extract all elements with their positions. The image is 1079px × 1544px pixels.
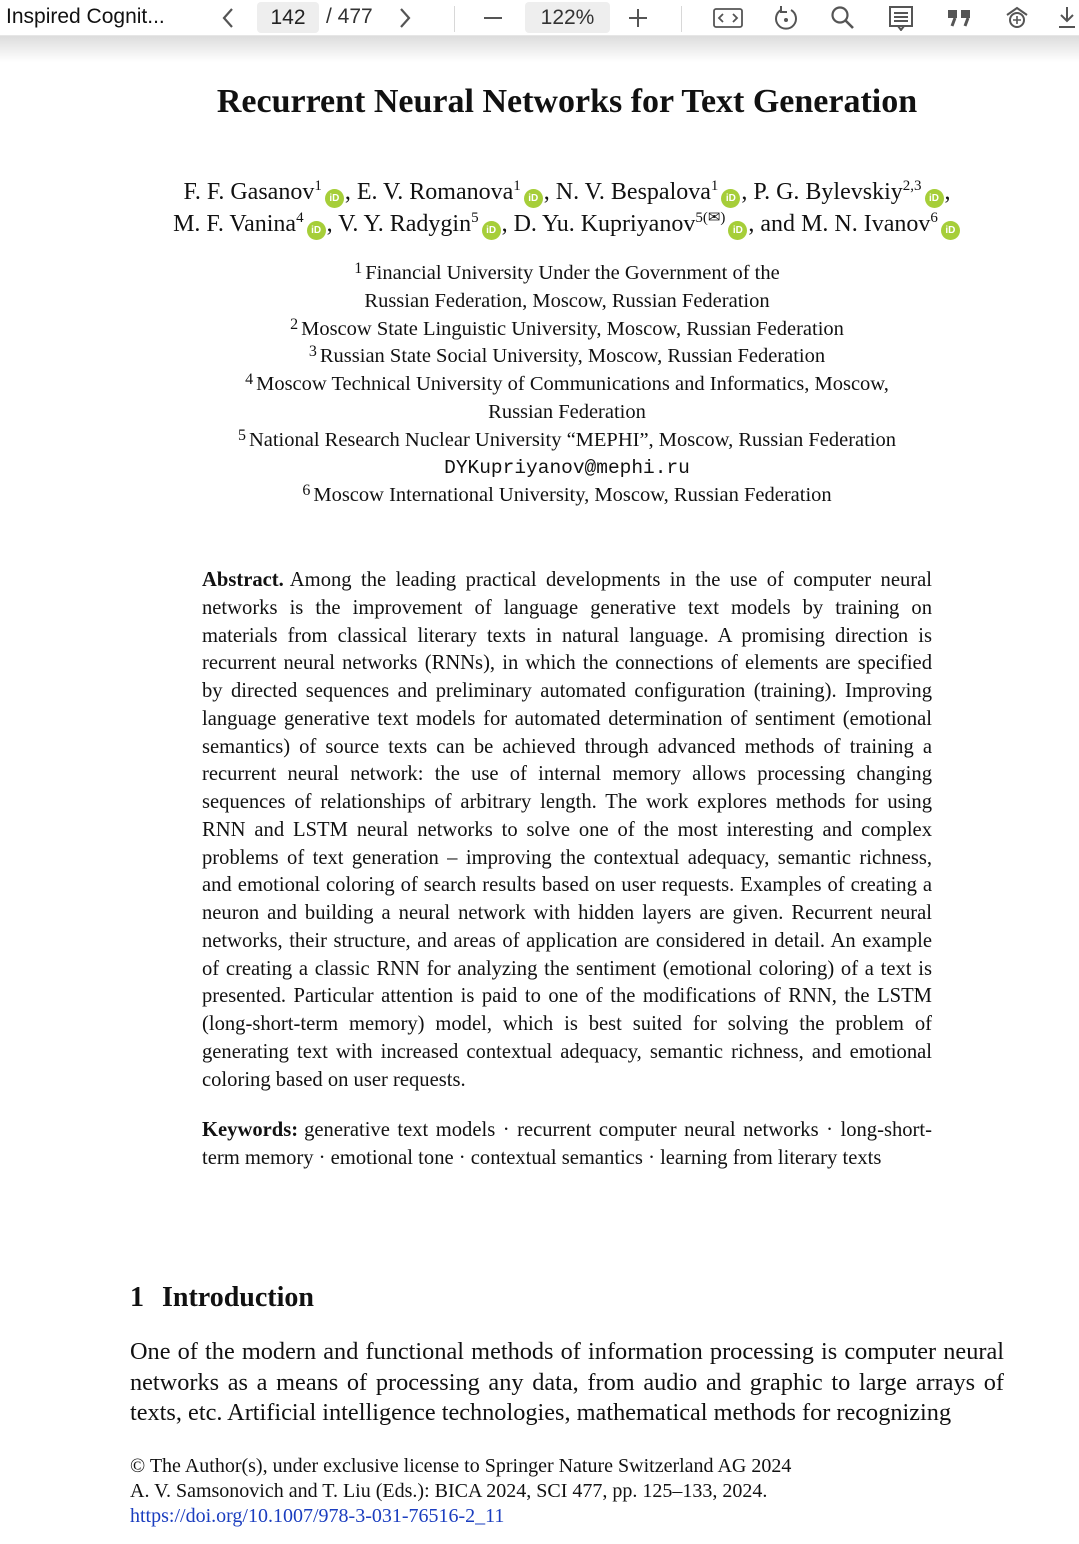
affiliation-6 bbox=[0, 482, 1079, 510]
quote-icon bbox=[946, 7, 972, 29]
author-separator: , bbox=[543, 179, 556, 205]
affiliation-number: 1 bbox=[354, 260, 363, 277]
next-page-button[interactable] bbox=[391, 0, 419, 36]
orcid-icon[interactable]: iD bbox=[925, 189, 944, 208]
author-name: N. V. Bespalova bbox=[555, 179, 711, 205]
orcid-icon[interactable]: iD bbox=[482, 221, 501, 240]
corresponding-email[interactable]: DYKupriyanov@mephi.ru bbox=[444, 456, 690, 479]
orcid-icon[interactable]: iD bbox=[524, 189, 543, 208]
page-footer bbox=[130, 1454, 791, 1529]
affiliation-marker: 2,3 bbox=[902, 178, 922, 194]
rotate-icon bbox=[772, 4, 800, 32]
author-separator: , bbox=[944, 179, 951, 205]
institution-icon bbox=[1004, 5, 1030, 31]
previous-page-button[interactable] bbox=[214, 0, 242, 36]
keywords-paragraph bbox=[202, 1117, 932, 1173]
plus-icon bbox=[627, 7, 649, 29]
affiliation-text: Russian State Social University, Moscow, Russian Federation bbox=[319, 345, 826, 368]
abstract-block bbox=[202, 567, 932, 1173]
affiliation-number: 3 bbox=[308, 343, 317, 361]
affiliation-text: Financial University Under the Government of the bbox=[365, 262, 780, 284]
search-button[interactable] bbox=[826, 0, 860, 36]
orcid-icon[interactable]: iD bbox=[325, 189, 344, 208]
fit-page-button[interactable] bbox=[709, 0, 747, 36]
keywords-label: Keywords: bbox=[202, 1119, 299, 1142]
section-number: 1 bbox=[130, 1282, 144, 1313]
affiliation-1-continued: Russian Federation, Moscow, Russian Federation bbox=[364, 289, 770, 312]
abstract-text: Among the leading practical developments in the use of computer neural networks is the improvement of language generative text models by training on materials from classical literary texts in natural language. A promising direction is recurrent neural networks (RNNs), in which the connections of elements are specified by directed sequences and preliminary automated configuration (training). Improving language generative text models for automated determination of sentiment (emotional semantics) of source texts can be achieved through advanced methods of training a recurrent neural network: the use of internal memory allows processing changing sequences of relationships of arbitrary length. The work explores methods for using RNN and LSTM neural networks to solve one of the most interesting and complex problems of text generation – improving the contextual adequacy, semantic richness, and emotional coloring of search results based on user requests. Examples of creating a neuron and building a neural network with hidden layers are given. Recurrent neural networks, their structure, and areas of application are considered in detail. An example of creating a classic RNN for analyzing the sentiment (emotional coloring) of a text is presented. Particular attention is paid to one of the modifications of RNN, the LSTM (long-short-term memory) model, which is best suited for solving the problem of generating text with increased contextual adequacy, semantic richness, and emotional coloring based on user requests. bbox=[202, 569, 932, 1091]
page-number-input[interactable]: 142 bbox=[257, 2, 319, 33]
author-name: D. Yu. Kupriyanov bbox=[513, 211, 696, 237]
search-icon bbox=[830, 5, 856, 31]
affiliation-marker: 4 bbox=[296, 210, 304, 226]
affiliation-3 bbox=[0, 343, 1079, 371]
affiliation-number: 2 bbox=[290, 315, 299, 333]
affiliation-1 bbox=[0, 260, 1079, 288]
affiliation-marker: 5 bbox=[471, 210, 479, 226]
affiliation-text: Moscow State Linguistic University, Moscow, Russian Federation bbox=[301, 317, 844, 340]
affiliation-marker: 5(✉) bbox=[695, 210, 726, 226]
zoom-level-field[interactable]: 122% bbox=[525, 2, 610, 33]
zoom-out-button[interactable] bbox=[479, 0, 507, 36]
access-button[interactable] bbox=[1000, 0, 1034, 36]
affiliation-4-continued: Russian Federation bbox=[488, 400, 646, 423]
author-line-2 bbox=[0, 208, 1079, 240]
text-view-button[interactable] bbox=[884, 0, 918, 36]
affiliation-text: Moscow International University, Moscow, Russian Federation bbox=[313, 484, 832, 507]
doi-link[interactable]: https://doi.org/10.1007/978-3-031-76516-2_11 bbox=[130, 1505, 505, 1527]
paper-title: Recurrent Neural Networks for Text Generation bbox=[216, 83, 918, 120]
pdf-page bbox=[0, 62, 1079, 1544]
affiliation-4 bbox=[0, 371, 1079, 399]
affiliation-number: 5 bbox=[237, 426, 246, 444]
orcid-icon[interactable]: iD bbox=[728, 221, 747, 240]
toolbar-divider bbox=[454, 6, 455, 32]
orcid-icon[interactable]: iD bbox=[721, 189, 740, 208]
fit-width-icon bbox=[712, 6, 744, 30]
download-button[interactable] bbox=[1055, 0, 1079, 36]
pdf-toolbar bbox=[0, 0, 1079, 36]
author-separator: , bbox=[344, 179, 357, 205]
document-title: Inspired Cognit... bbox=[6, 5, 165, 28]
affiliation-marker: 1 bbox=[710, 178, 719, 194]
author-separator: , bbox=[741, 179, 754, 205]
affiliation-text: National Research Nuclear University “MEPHI”, Moscow, Russian Federation bbox=[248, 428, 897, 451]
affiliation-5 bbox=[0, 427, 1079, 455]
author-name: P. G. Bylevskiy bbox=[753, 179, 903, 205]
cite-button[interactable] bbox=[942, 0, 976, 36]
minus-icon bbox=[482, 7, 504, 29]
intro-paragraph: One of the modern and functional methods of information processing is computer neural networks as a means of processing any data, from audio and graphic to large arrays of texts, etc. Artificial intelligence technologies, mathematical methods for recognizing bbox=[130, 1338, 1004, 1426]
orcid-icon[interactable]: iD bbox=[307, 221, 326, 240]
author-name: M. F. Vanina bbox=[173, 211, 297, 237]
rotate-button[interactable] bbox=[769, 0, 803, 36]
chevron-left-icon bbox=[221, 6, 235, 30]
toolbar-shadow bbox=[0, 36, 1079, 62]
chevron-right-icon bbox=[398, 6, 412, 30]
page-total: / 477 bbox=[326, 5, 373, 28]
download-icon bbox=[1056, 5, 1078, 31]
author-separator: , bbox=[326, 211, 339, 237]
author-name: M. N. Ivanov bbox=[801, 211, 931, 237]
keywords-text: generative text models · recurrent computer neural networks · long-short-term memory · emotional tone · contextual semantics · learning from literary texts bbox=[202, 1119, 932, 1169]
section-heading bbox=[130, 1282, 314, 1314]
affiliations bbox=[0, 260, 1079, 510]
abstract-paragraph bbox=[202, 567, 932, 1094]
citation-line: A. V. Samsonovich and T. Liu (Eds.): BICA 2024, SCI 477, pp. 125–133, 2024. bbox=[130, 1480, 768, 1502]
abstract-label: Abstract. bbox=[202, 569, 284, 591]
author-separator: , and bbox=[748, 211, 802, 237]
affiliation-text: Moscow Technical University of Communications and Informatics, Moscow, bbox=[256, 373, 889, 396]
affiliation-2 bbox=[0, 316, 1079, 344]
toolbar-divider bbox=[681, 6, 682, 32]
zoom-in-button[interactable] bbox=[624, 0, 652, 36]
author-line-1 bbox=[0, 176, 1079, 208]
orcid-icon[interactable]: iD bbox=[941, 221, 960, 240]
author-list bbox=[0, 176, 1079, 240]
affiliation-number: 6 bbox=[302, 482, 311, 500]
affiliation-marker: 6 bbox=[930, 210, 938, 226]
author-separator: , bbox=[501, 211, 514, 237]
copyright-line: © The Author(s), under exclusive license to Springer Nature Switzerland AG 2024 bbox=[130, 1455, 792, 1477]
affiliation-marker: 1 bbox=[314, 178, 322, 194]
affiliation-number: 4 bbox=[245, 371, 254, 389]
document-lines-icon bbox=[888, 5, 914, 31]
author-name: V. Y. Radygin bbox=[338, 211, 472, 237]
author-name: E. V. Romanova bbox=[356, 179, 514, 205]
affiliation-marker: 1 bbox=[513, 178, 521, 194]
author-name: F. F. Gasanov bbox=[183, 179, 315, 205]
section-title: Introduction bbox=[162, 1282, 314, 1313]
